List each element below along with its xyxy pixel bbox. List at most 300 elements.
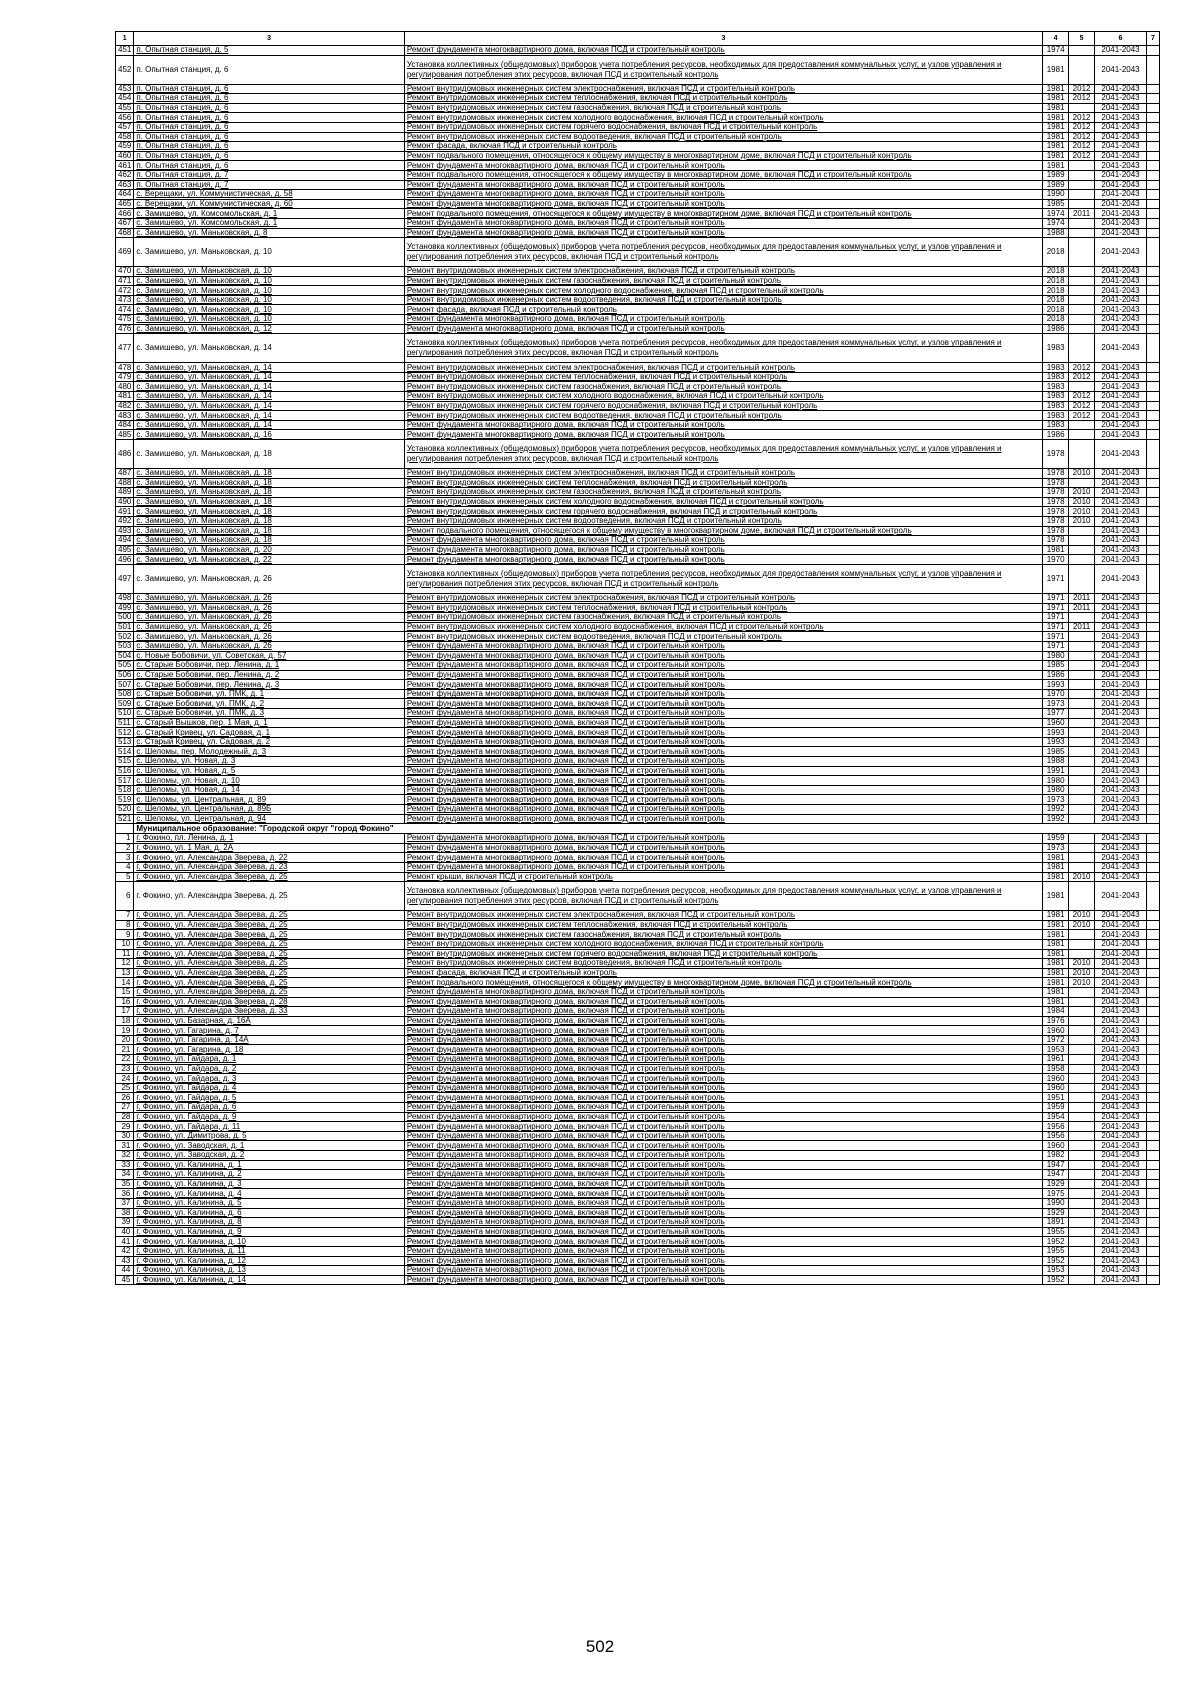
last-repair-year <box>1069 766 1095 776</box>
planned-period: 2041-2043 <box>1095 401 1147 411</box>
planned-period: 2041-2043 <box>1095 1112 1147 1122</box>
build-year: 1954 <box>1043 1112 1069 1122</box>
empty-cell <box>1146 959 1159 969</box>
work-type: Ремонт фундамента многоквартирного дома, включая ПСД и строительный контроль <box>404 228 1042 238</box>
row-number: 476 <box>116 324 134 334</box>
empty-cell <box>1146 757 1159 767</box>
planned-period: 2041-2043 <box>1095 122 1147 132</box>
build-year: 1959 <box>1043 834 1069 844</box>
build-year: 1978 <box>1043 440 1069 469</box>
table-row <box>116 170 1160 180</box>
table-row <box>116 1074 1160 1084</box>
empty-cell <box>1146 555 1159 565</box>
planned-period: 2041-2043 <box>1095 94 1147 104</box>
work-type: Ремонт внутридомовых инженерных систем теплоснабжения, включая ПСД и строительный контроль <box>404 920 1042 930</box>
row-number: 498 <box>116 593 134 603</box>
build-year: 1981 <box>1043 949 1069 959</box>
table-row <box>116 862 1160 872</box>
planned-period: 2041-2043 <box>1095 699 1147 709</box>
row-number: 34 <box>116 1170 134 1180</box>
empty-cell <box>1146 728 1159 738</box>
planned-period: 2041-2043 <box>1095 603 1147 613</box>
planned-period: 2041-2043 <box>1095 689 1147 699</box>
address: г. Фокино, ул. Гайдара, д. 2 <box>134 1064 404 1074</box>
row-number: 485 <box>116 430 134 440</box>
build-year: 1951 <box>1043 1093 1069 1103</box>
address: с. Шеломы, ул. Центральная, д. 89 <box>134 795 404 805</box>
table-row <box>116 324 1160 334</box>
address: г. Фокино, ул. Заводская, д. 2 <box>134 1151 404 1161</box>
last-repair-year <box>1069 420 1095 430</box>
last-repair-year <box>1069 199 1095 209</box>
row-number: 486 <box>116 440 134 469</box>
work-type: Ремонт внутридомовых инженерных систем электроснабжения, включая ПСД и строительный контроль <box>404 911 1042 921</box>
last-repair-year <box>1069 1160 1095 1170</box>
header-col-7: 7 <box>1146 32 1159 46</box>
last-repair-year <box>1069 276 1095 286</box>
planned-period: 2041-2043 <box>1095 180 1147 190</box>
planned-period: 2041-2043 <box>1095 84 1147 94</box>
table-row <box>116 814 1160 824</box>
address: г. Фокино, ул. Калинина, д. 10 <box>134 1237 404 1247</box>
build-year: 1980 <box>1043 776 1069 786</box>
table-row <box>116 382 1160 392</box>
empty-cell <box>1146 1026 1159 1036</box>
work-type: Установка коллективных (общедомовых) приборов учета потребления ресурсов, необходимых для предоставления коммунальных услуг, и узлов управления и регулирования потребления этих ресурсов, включая ПСД и строительный контроль <box>404 564 1042 593</box>
row-number: 453 <box>116 84 134 94</box>
work-type: Ремонт фундамента многоквартирного дома, включая ПСД и строительный контроль <box>404 1045 1042 1055</box>
planned-period: 2041-2043 <box>1095 1208 1147 1218</box>
address: с. Замишево, ул. Маньковская, д. 26 <box>134 603 404 613</box>
empty-cell <box>1146 190 1159 200</box>
row-number: 3 <box>116 853 134 863</box>
build-year: 1984 <box>1043 1007 1069 1017</box>
table-row <box>116 930 1160 940</box>
empty-cell <box>1146 622 1159 632</box>
row-number: 31 <box>116 1141 134 1151</box>
address: г. Фокино, ул. Гагарина, д. 7 <box>134 1026 404 1036</box>
address: г. Фокино, ул. Александра Зверева, д. 25 <box>134 920 404 930</box>
empty-cell <box>1146 1131 1159 1141</box>
row-number: 497 <box>116 564 134 593</box>
table-row <box>116 334 1160 363</box>
header-col-1: 1 <box>116 32 134 46</box>
empty-cell <box>1146 103 1159 113</box>
build-year: 1929 <box>1043 1208 1069 1218</box>
last-repair-year: 2010 <box>1069 507 1095 517</box>
address: п. Опытная станция, д. 6 <box>134 84 404 94</box>
empty-cell <box>116 824 134 834</box>
planned-period: 2041-2043 <box>1095 238 1147 267</box>
build-year: 1960 <box>1043 718 1069 728</box>
planned-period: 2041-2043 <box>1095 488 1147 498</box>
work-type: Ремонт фундамента многоквартирного дома, включая ПСД и строительный контроль <box>404 1237 1042 1247</box>
address: г. Фокино, ул. Александра Зверева, д. 25 <box>134 968 404 978</box>
table-row <box>116 1218 1160 1228</box>
header-col-6: 6 <box>1095 32 1147 46</box>
build-year: 1981 <box>1043 959 1069 969</box>
planned-period: 2041-2043 <box>1095 757 1147 767</box>
address: с. Старые Бобовичи, пер. Ленина, д. 2 <box>134 670 404 680</box>
last-repair-year <box>1069 680 1095 690</box>
table-row <box>116 113 1160 123</box>
last-repair-year <box>1069 1227 1095 1237</box>
last-repair-year <box>1069 814 1095 824</box>
table-row <box>116 1016 1160 1026</box>
address: с. Замишево, ул. Маньковская, д. 18 <box>134 469 404 479</box>
build-year: 2018 <box>1043 315 1069 325</box>
last-repair-year <box>1069 1275 1095 1285</box>
empty-cell <box>1146 440 1159 469</box>
address: п. Опытная станция, д. 6 <box>134 161 404 171</box>
address: с. Замишево, ул. Маньковская, д. 18 <box>134 507 404 517</box>
empty-cell <box>1146 709 1159 719</box>
empty-cell <box>1146 1122 1159 1132</box>
planned-period: 2041-2043 <box>1095 1045 1147 1055</box>
address: г. Фокино, ул. Калинина, д. 9 <box>134 1227 404 1237</box>
planned-period: 2041-2043 <box>1095 1122 1147 1132</box>
planned-period: 2041-2043 <box>1095 862 1147 872</box>
row-number: 482 <box>116 401 134 411</box>
empty-cell <box>1146 1093 1159 1103</box>
empty-cell <box>1146 507 1159 517</box>
table-row <box>116 315 1160 325</box>
build-year: 1973 <box>1043 699 1069 709</box>
address: п. Опытная станция, д. 6 <box>134 94 404 104</box>
empty-cell <box>1146 1103 1159 1113</box>
address: с. Замишево, ул. Маньковская, д. 14 <box>134 420 404 430</box>
address: с. Замишево, ул. Маньковская, д. 26 <box>134 593 404 603</box>
section-header-row <box>116 824 1160 834</box>
work-type: Ремонт внутридомовых инженерных систем газоснабжения, включая ПСД и строительный контроль <box>404 613 1042 623</box>
address: с. Верещаки, ул. Коммунистическая, д. 60 <box>134 199 404 209</box>
planned-period: 2041-2043 <box>1095 363 1147 373</box>
planned-period: 2041-2043 <box>1095 718 1147 728</box>
last-repair-year <box>1069 632 1095 642</box>
empty-cell <box>1146 382 1159 392</box>
address: п. Опытная станция, д. 6 <box>134 103 404 113</box>
row-number: 20 <box>116 1035 134 1045</box>
table-row <box>116 497 1160 507</box>
build-year: 1982 <box>1043 1151 1069 1161</box>
planned-period: 2041-2043 <box>1095 564 1147 593</box>
empty-cell <box>1146 1112 1159 1122</box>
address: г. Фокино, ул. Александра Зверева, д. 25 <box>134 978 404 988</box>
address: п. Опытная станция, д. 7 <box>134 180 404 190</box>
address: с. Замишево, ул. Маньковская, д. 10 <box>134 286 404 296</box>
empty-cell <box>1146 680 1159 690</box>
row-number: 477 <box>116 334 134 363</box>
build-year: 1981 <box>1043 939 1069 949</box>
work-type: Ремонт внутридомовых инженерных систем электроснабжения, включая ПСД и строительный контроль <box>404 84 1042 94</box>
last-repair-year <box>1069 545 1095 555</box>
address: п. Опытная станция, д. 6 <box>134 151 404 161</box>
work-type: Ремонт фундамента многоквартирного дома, включая ПСД и строительный контроль <box>404 805 1042 815</box>
planned-period: 2041-2043 <box>1095 334 1147 363</box>
work-type: Ремонт внутридомовых инженерных систем теплоснабжения, включая ПСД и строительный контроль <box>404 94 1042 104</box>
empty-cell <box>1146 469 1159 479</box>
build-year: 1971 <box>1043 622 1069 632</box>
last-repair-year <box>1069 843 1095 853</box>
table-row <box>116 661 1160 671</box>
last-repair-year <box>1069 1170 1095 1180</box>
build-year: 1993 <box>1043 680 1069 690</box>
work-type: Установка коллективных (общедомовых) приборов учета потребления ресурсов, необходимых для предоставления коммунальных услуг, и узлов управления и регулирования потребления этих ресурсов, включая ПСД и строительный контроль <box>404 238 1042 267</box>
address: г. Фокино, пл. Ленина, д. 1 <box>134 834 404 844</box>
build-year: 1988 <box>1043 228 1069 238</box>
work-type: Ремонт фундамента многоквартирного дома, включая ПСД и строительный контроль <box>404 1112 1042 1122</box>
planned-period: 2041-2043 <box>1095 430 1147 440</box>
last-repair-year <box>1069 1266 1095 1276</box>
build-year: 1978 <box>1043 536 1069 546</box>
planned-period: 2041-2043 <box>1095 324 1147 334</box>
planned-period: 2041-2043 <box>1095 622 1147 632</box>
work-type: Ремонт фундамента многоквартирного дома, включая ПСД и строительный контроль <box>404 199 1042 209</box>
empty-cell <box>1146 55 1159 84</box>
work-type: Ремонт внутридомовых инженерных систем газоснабжения, включая ПСД и строительный контроль <box>404 930 1042 940</box>
work-type: Ремонт фундамента многоквартирного дома, включая ПСД и строительный контроль <box>404 1256 1042 1266</box>
empty-cell <box>1146 180 1159 190</box>
last-repair-year <box>1069 949 1095 959</box>
build-year: 1983 <box>1043 392 1069 402</box>
planned-period: 2041-2043 <box>1095 776 1147 786</box>
work-type: Ремонт фундамента многоквартирного дома, включая ПСД и строительный контроль <box>404 737 1042 747</box>
empty-cell <box>1146 488 1159 498</box>
build-year: 1929 <box>1043 1179 1069 1189</box>
row-number: 33 <box>116 1160 134 1170</box>
planned-period: 2041-2043 <box>1095 1256 1147 1266</box>
address: г. Фокино, ул. Александра Зверева, д. 23 <box>134 862 404 872</box>
empty-cell <box>1146 843 1159 853</box>
work-type: Ремонт фундамента многоквартирного дома, включая ПСД и строительный контроль <box>404 218 1042 228</box>
last-repair-year <box>1069 1256 1095 1266</box>
work-type: Ремонт фундамента многоквартирного дома, включая ПСД и строительный контроль <box>404 1055 1042 1065</box>
table-row <box>116 1093 1160 1103</box>
address: с. Замишево, ул. Маньковская, д. 10 <box>134 276 404 286</box>
planned-period: 2041-2043 <box>1095 1275 1147 1285</box>
address: г. Фокино, ул. Калинина, д. 8 <box>134 1218 404 1228</box>
address: с. Замишево, ул. Маньковская, д. 14 <box>134 392 404 402</box>
work-type: Ремонт внутридомовых инженерных систем горячего водоснабжения, включая ПСД и строительный контроль <box>404 507 1042 517</box>
row-number: 23 <box>116 1064 134 1074</box>
last-repair-year: 2012 <box>1069 113 1095 123</box>
empty-cell <box>1146 238 1159 267</box>
planned-period: 2041-2043 <box>1095 1064 1147 1074</box>
work-type: Ремонт внутридомовых инженерных систем холодного водоснабжения, включая ПСД и строительный контроль <box>404 392 1042 402</box>
row-number: 9 <box>116 930 134 940</box>
work-type: Ремонт внутридомовых инженерных систем холодного водоснабжения, включая ПСД и строительный контроль <box>404 622 1042 632</box>
planned-period: 2041-2043 <box>1095 469 1147 479</box>
address: с. Шеломы, ул. Центральная, д. 94 <box>134 814 404 824</box>
build-year: 1981 <box>1043 997 1069 1007</box>
planned-period: 2041-2043 <box>1095 478 1147 488</box>
work-type: Ремонт фундамента многоквартирного дома, включая ПСД и строительный контроль <box>404 1218 1042 1228</box>
empty-cell <box>1146 411 1159 421</box>
build-year: 1986 <box>1043 430 1069 440</box>
address: с. Замишево, ул. Маньковская, д. 26 <box>134 564 404 593</box>
build-year: 1956 <box>1043 1131 1069 1141</box>
last-repair-year: 2012 <box>1069 94 1095 104</box>
empty-cell <box>1146 564 1159 593</box>
work-type: Ремонт фундамента многоквартирного дома, включая ПСД и строительный контроль <box>404 661 1042 671</box>
row-number: 13 <box>116 968 134 978</box>
empty-cell <box>1146 968 1159 978</box>
work-type: Ремонт фундамента многоквартирного дома, включая ПСД и строительный контроль <box>404 1151 1042 1161</box>
empty-cell <box>1146 834 1159 844</box>
table-row <box>116 680 1160 690</box>
planned-period: 2041-2043 <box>1095 1237 1147 1247</box>
row-number: 454 <box>116 94 134 104</box>
row-number: 512 <box>116 728 134 738</box>
row-number: 25 <box>116 1083 134 1093</box>
table-row <box>116 55 1160 84</box>
empty-cell <box>1146 718 1159 728</box>
work-type: Ремонт внутридомовых инженерных систем теплоснабжения, включая ПСД и строительный контроль <box>404 603 1042 613</box>
planned-period: 2041-2043 <box>1095 199 1147 209</box>
table-row <box>116 670 1160 680</box>
row-number: 40 <box>116 1227 134 1237</box>
last-repair-year: 2012 <box>1069 411 1095 421</box>
planned-period: 2041-2043 <box>1095 228 1147 238</box>
row-number: 452 <box>116 55 134 84</box>
address: г. Фокино, ул. Гагарина, д. 18 <box>134 1045 404 1055</box>
empty-cell <box>1146 324 1159 334</box>
last-repair-year <box>1069 651 1095 661</box>
last-repair-year: 2010 <box>1069 968 1095 978</box>
build-year: 1973 <box>1043 843 1069 853</box>
planned-period: 2041-2043 <box>1095 286 1147 296</box>
table-row <box>116 401 1160 411</box>
table-row <box>116 747 1160 757</box>
empty-cell <box>1146 1141 1159 1151</box>
table-row <box>116 122 1160 132</box>
planned-period: 2041-2043 <box>1095 526 1147 536</box>
row-number: 1 <box>116 834 134 844</box>
last-repair-year: 2010 <box>1069 959 1095 969</box>
work-type: Ремонт внутридомовых инженерных систем холодного водоснабжения, включая ПСД и строительный контроль <box>404 939 1042 949</box>
empty-cell <box>1146 1189 1159 1199</box>
build-year: 1985 <box>1043 661 1069 671</box>
planned-period: 2041-2043 <box>1095 1093 1147 1103</box>
build-year: 1970 <box>1043 689 1069 699</box>
planned-period: 2041-2043 <box>1095 613 1147 623</box>
planned-period: 2041-2043 <box>1095 747 1147 757</box>
work-type: Ремонт фундамента многоквартирного дома, включая ПСД и строительный контроль <box>404 1160 1042 1170</box>
row-number: 472 <box>116 286 134 296</box>
build-year: 1975 <box>1043 1189 1069 1199</box>
planned-period: 2041-2043 <box>1095 267 1147 277</box>
table-row <box>116 1160 1160 1170</box>
table-row <box>116 737 1160 747</box>
planned-period: 2041-2043 <box>1095 1218 1147 1228</box>
table-row <box>116 1151 1160 1161</box>
empty-cell <box>1146 1275 1159 1285</box>
empty-cell <box>1146 1160 1159 1170</box>
row-number: 17 <box>116 1007 134 1017</box>
table-row <box>116 295 1160 305</box>
empty-cell <box>1146 536 1159 546</box>
empty-cell <box>1146 641 1159 651</box>
last-repair-year: 2011 <box>1069 603 1095 613</box>
last-repair-year <box>1069 1103 1095 1113</box>
last-repair-year <box>1069 1122 1095 1132</box>
address: с. Замишево, ул. Маньковская, д. 18 <box>134 536 404 546</box>
empty-cell <box>1146 1237 1159 1247</box>
table-row <box>116 488 1160 498</box>
last-repair-year: 2010 <box>1069 920 1095 930</box>
empty-cell <box>1146 161 1159 171</box>
empty-cell <box>1146 603 1159 613</box>
planned-period: 2041-2043 <box>1095 728 1147 738</box>
address: с. Замишево, ул. Маньковская, д. 14 <box>134 382 404 392</box>
row-number: 510 <box>116 709 134 719</box>
work-type: Ремонт подвального помещения, относящегося к общему имуществу в многоквартирном доме, включая ПСД и строительный контроль <box>404 209 1042 219</box>
last-repair-year <box>1069 295 1095 305</box>
planned-period: 2041-2043 <box>1095 766 1147 776</box>
work-type: Ремонт фундамента многоквартирного дома, включая ПСД и строительный контроль <box>404 1083 1042 1093</box>
planned-period: 2041-2043 <box>1095 218 1147 228</box>
work-type: Ремонт фундамента многоквартирного дома, включая ПСД и строительный контроль <box>404 161 1042 171</box>
address: с. Замишево, ул. Маньковская, д. 18 <box>134 440 404 469</box>
build-year: 1974 <box>1043 218 1069 228</box>
table-row <box>116 1227 1160 1237</box>
work-type: Ремонт внутридомовых инженерных систем водоотведения, включая ПСД и строительный контроль <box>404 632 1042 642</box>
address: г. Фокино, ул. Гайдара, д. 3 <box>134 1074 404 1084</box>
empty-cell <box>1146 401 1159 411</box>
planned-period: 2041-2043 <box>1095 661 1147 671</box>
work-type: Ремонт фундамента многоквартирного дома, включая ПСД и строительный контроль <box>404 785 1042 795</box>
planned-period: 2041-2043 <box>1095 1246 1147 1256</box>
row-number: 2 <box>116 843 134 853</box>
address: с. Замишево, ул. Комсомольская, д. 1 <box>134 209 404 219</box>
table-row <box>116 190 1160 200</box>
build-year: 1952 <box>1043 1275 1069 1285</box>
work-type: Ремонт подвального помещения, относящегося к общему имуществу в многоквартирном доме, включая ПСД и строительный контроль <box>404 151 1042 161</box>
row-number: 21 <box>116 1045 134 1055</box>
last-repair-year <box>1069 103 1095 113</box>
table-row <box>116 997 1160 1007</box>
address: п. Опытная станция, д. 6 <box>134 55 404 84</box>
address: г. Фокино, ул. Александра Зверева, д. 25 <box>134 959 404 969</box>
work-type: Ремонт фундамента многоквартирного дома, включая ПСД и строительный контроль <box>404 430 1042 440</box>
table-row <box>116 1275 1160 1285</box>
work-type: Ремонт внутридомовых инженерных систем холодного водоснабжения, включая ПСД и строительный контроль <box>404 113 1042 123</box>
table-row <box>116 276 1160 286</box>
empty-cell <box>1146 1170 1159 1180</box>
empty-cell <box>1146 286 1159 296</box>
build-year: 1989 <box>1043 170 1069 180</box>
table-row <box>116 507 1160 517</box>
header-col-5: 5 <box>1069 32 1095 46</box>
address: г. Фокино, ул. Базарная, д. 16А <box>134 1016 404 1026</box>
empty-cell <box>1146 670 1159 680</box>
table-row <box>116 882 1160 911</box>
row-number: 455 <box>116 103 134 113</box>
empty-cell <box>1146 218 1159 228</box>
row-number: 30 <box>116 1131 134 1141</box>
last-repair-year: 2010 <box>1069 469 1095 479</box>
table-row <box>116 218 1160 228</box>
last-repair-year: 2012 <box>1069 84 1095 94</box>
last-repair-year: 2012 <box>1069 392 1095 402</box>
address: г. Фокино, ул. Гайдара, д. 1 <box>134 1055 404 1065</box>
planned-period: 2041-2043 <box>1095 632 1147 642</box>
planned-period: 2041-2043 <box>1095 1170 1147 1180</box>
planned-period: 2041-2043 <box>1095 641 1147 651</box>
empty-cell <box>1146 776 1159 786</box>
build-year: 1981 <box>1043 545 1069 555</box>
row-number: 460 <box>116 151 134 161</box>
